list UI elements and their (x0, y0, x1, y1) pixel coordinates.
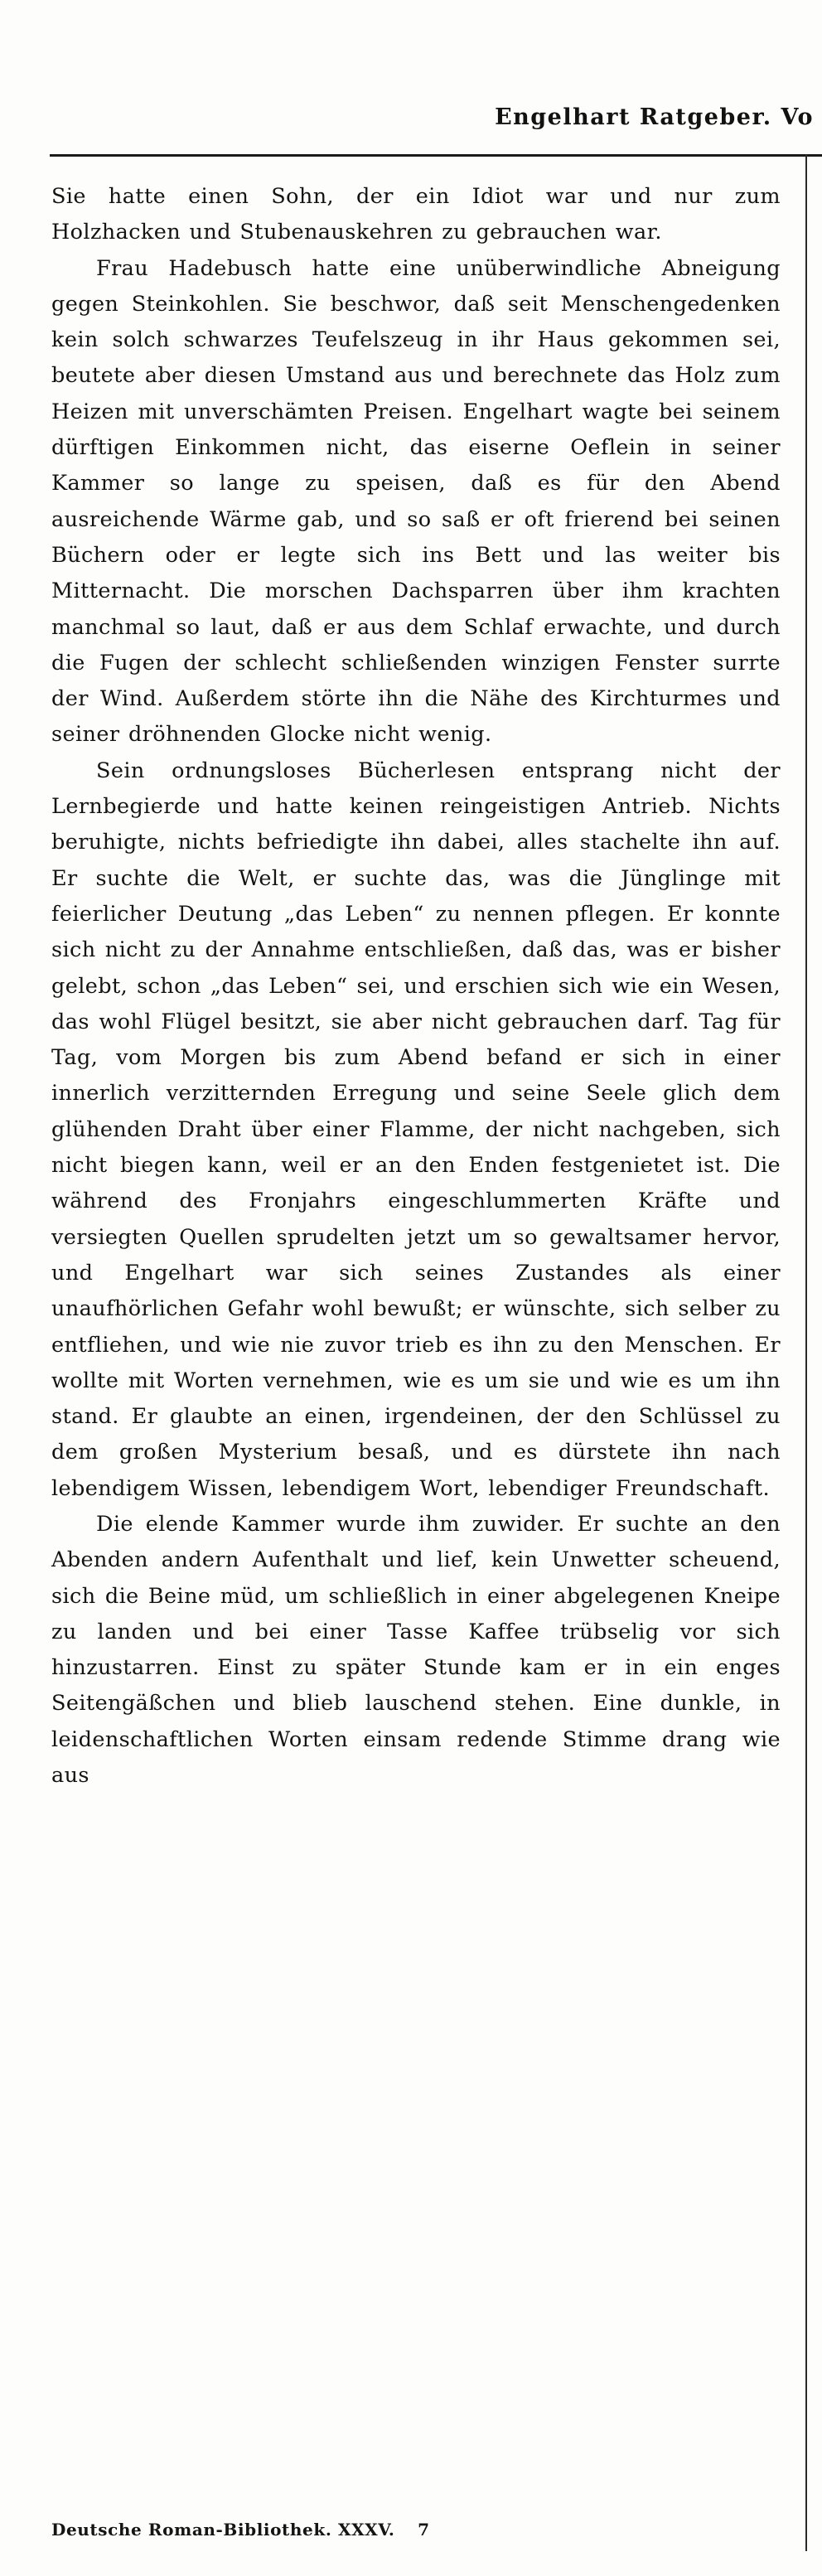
running-head-title: Engelhart Ratgeber. Vo (495, 104, 814, 130)
footer-signature-number: 7 (418, 2520, 430, 2540)
text-column (51, 179, 781, 1794)
paragraph-3: Sein ordnungsloses Bücherlesen entsprang nicht der Lernbegierde und hatte keinen reingeistigen Antrieb. Nichts beruhigte, nichts befriedigte ihn dabei, alles stachelte ihn auf. Er suchte die Welt, er suchte das, was die Jünglinge mit feierlicher Deutung „das Leben“ zu nennen pflegen. Er konnte sich nicht zu der Annahme entschließen, daß das, was er bisher gelebt, schon „das Leben“ sei, und erschien sich wie ein Wesen, das wohl Flügel besitzt, sie aber nicht gebrauchen darf. Tag für Tag, vom Morgen bis zum Abend befand er sich in einer innerlich verzitternden Erregung und seine Seele glich dem glühenden Draht über einer Flamme, der nicht nachgeben, sich nicht biegen kann, weil er an den Enden festgenietet ist. Die während des Fronjahrs eingeschlummerten Kräfte und versiegten Quellen sprudelten jetzt um so gewaltsamer hervor, und Engelhart war sich seines Zustandes als einer unaufhörlichen Gefahr wohl bewußt; er wünschte, sich selber zu entfliehen, und wie nie zuvor trieb es ihn zu den Menschen. Er wollte mit Worten vernehmen, wie es um sie und wie es um ihn stand. Er glaubte an einen, irgendeinen, der den Schlüssel zu dem großen Mysterium besaß, und es dürstete ihn nach lebendigem Wissen, lebendigem Wort, lebendiger Freundschaft. (51, 758, 781, 1501)
paragraph-2: Frau Hadebusch hatte eine unüberwindliche Abneigung gegen Steinkohlen. Sie beschwor, daß seit Menschengedenken kein solch schwarzes Teufelszeug in ihr Haus gekommen sei, beutete aber diesen Umstand aus und berechnete das Holz zum Heizen mit unverschämten Preisen. Engelhart wagte bei seinem dürftigen Einkommen nicht, das eiserne Oeflein in seiner Kammer so lange zu speisen, daß es für den Abend ausreichende Wärme gab, und so saß er oft frierend bei seinen Büchern oder er legte sich ins Bett und las weiter bis Mitternacht. Die morschen Dachsparren über ihm krachten manchmal so laut, daß er aus dem Schlaf erwachte, und durch die Fugen der schlecht schließenden winzigen Fenster surrte der Wind. Außerdem störte ihn die Nähe des Kirchturmes und seiner dröhnenden Glocke nicht wenig. (51, 255, 781, 748)
footer-series-title: Deutsche Roman-Bibliothek. XXXV. (51, 2520, 395, 2540)
header-rule (50, 154, 822, 157)
paragraph-4: Die elende Kammer wurde ihm zuwider. Er suchte an den Abenden andern Aufenthalt und lief, kein Unwetter scheuend, sich die Beine müd, um schließlich in einer abgelegenen Kneipe zu landen und bei einer Tasse Kaffee trübselig vor sich hinzustarren. Einst zu später Stunde kam er in ein enges Seitengäßchen und blieb lauschend stehen. Eine dunkle, in leidenschaftlichen Worten einsam redende Stimme drang wie aus (51, 1511, 781, 1789)
paragraph-1: Sie hatte einen Sohn, der ein Idiot war und nur zum Holzhacken und Stubenauskehren zu gebrauchen war. (51, 184, 781, 245)
page-gutter-line (805, 154, 807, 2551)
running-head (50, 104, 822, 149)
page-footer (51, 2520, 430, 2540)
